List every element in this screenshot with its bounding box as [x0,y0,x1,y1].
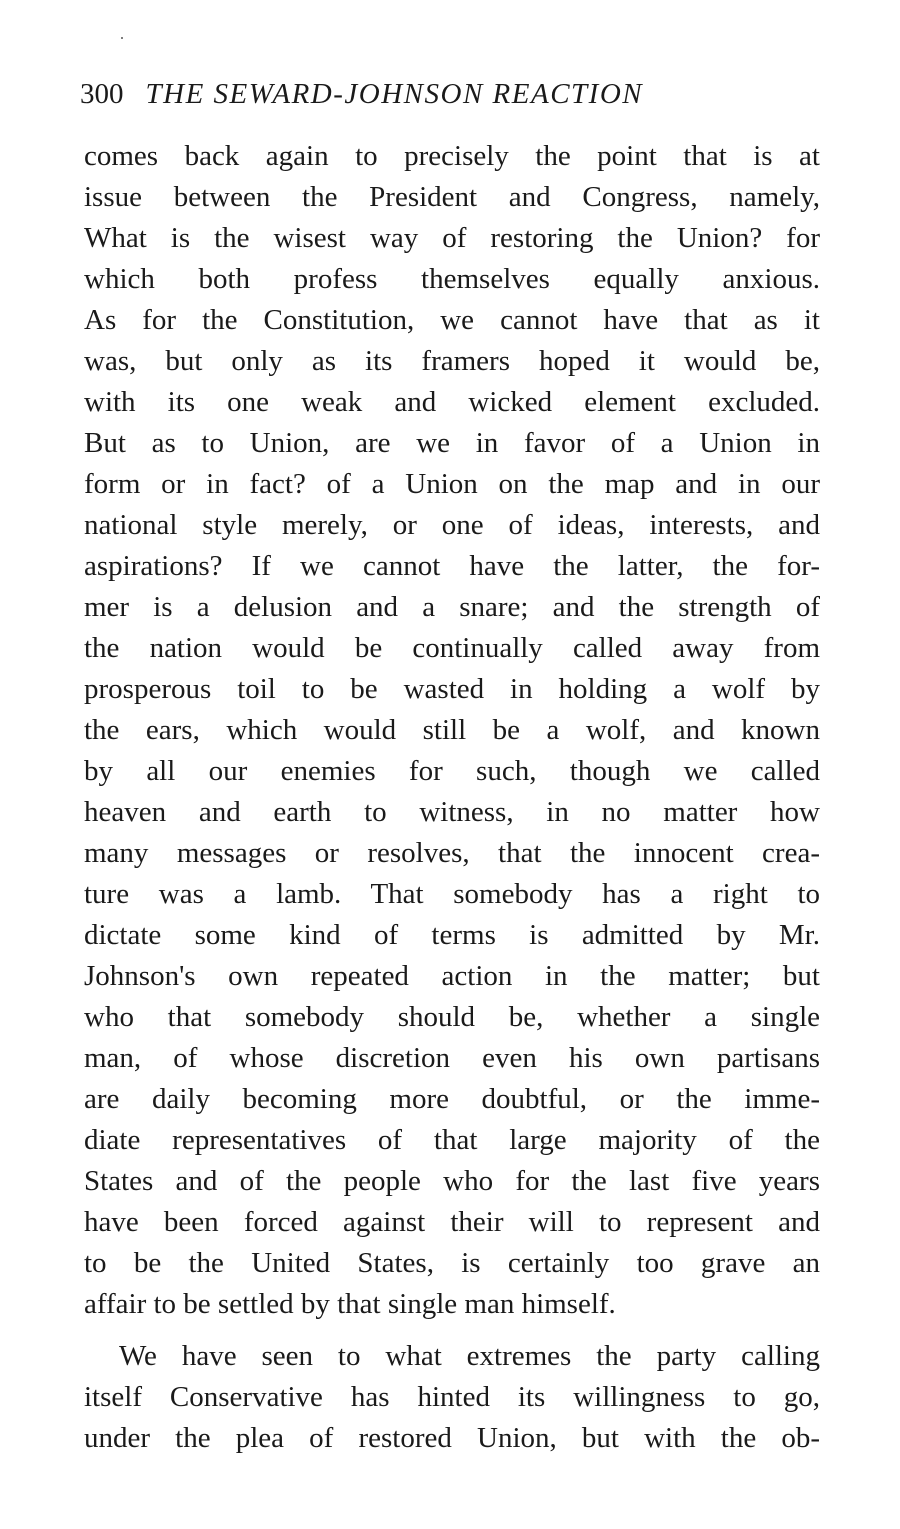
text-line: ture was a lamb. That somebody has a right to [84,878,820,910]
paragraph-2 [84,1336,820,1459]
running-title: THE SEWARD-JOHNSON REACTION [145,78,644,110]
text-line: heaven and earth to witness, in no matter how [84,796,820,828]
paragraph-spacer [84,1325,820,1336]
text-line: issue between the President and Congress, namely, [84,181,820,213]
running-head [80,76,820,112]
text-line: have been forced against their will to represent and [84,1206,820,1238]
text-line: to be the United States, is certainly too grave an [84,1247,820,1279]
text-line: affair to be settled by that single man himself. [84,1288,616,1320]
text-line: the nation would be continually called away from [84,632,820,664]
text-line: aspirations? If we cannot have the latter, the for- [84,550,820,582]
text-line: We have seen to what extremes the party calling [119,1340,820,1372]
text-line: But as to Union, are we in favor of a Union in [84,427,820,459]
text-line: diate representatives of that large majority of the [84,1124,820,1156]
text-line: As for the Constitution, we cannot have that as it [84,304,820,336]
body-text [84,136,820,1459]
print-speck [121,37,123,39]
text-line: mer is a delusion and a snare; and the strength of [84,591,820,623]
text-line: under the plea of restored Union, but with the ob- [84,1422,820,1454]
text-line: man, of whose discretion even his own partisans [84,1042,820,1074]
text-line: are daily becoming more doubtful, or the imme- [84,1083,820,1115]
text-line: which both profess themselves equally anxious. [84,263,820,295]
text-line: States and of the people who for the last five years [84,1165,820,1197]
text-line: Johnson's own repeated action in the matter; but [84,960,820,992]
text-line: itself Conservative has hinted its willingness to go, [84,1381,820,1413]
text-line: form or in fact? of a Union on the map and in our [84,468,820,500]
text-line: national style merely, or one of ideas, interests, and [84,509,820,541]
page-number: 300 [80,78,124,110]
text-line: who that somebody should be, whether a single [84,1001,820,1033]
text-line: the ears, which would still be a wolf, and known [84,714,820,746]
text-line: with its one weak and wicked element excluded. [84,386,820,418]
text-line: comes back again to precisely the point that is at [84,140,820,172]
text-line: What is the wisest way of restoring the Union? for [84,222,820,254]
paragraph-1 [84,136,820,1325]
text-line: dictate some kind of terms is admitted by Mr. [84,919,820,951]
text-line: was, but only as its framers hoped it would be, [84,345,820,377]
text-line: by all our enemies for such, though we called [84,755,820,787]
text-line: prosperous toil to be wasted in holding a wolf by [84,673,820,705]
text-line: many messages or resolves, that the innocent crea- [84,837,820,869]
